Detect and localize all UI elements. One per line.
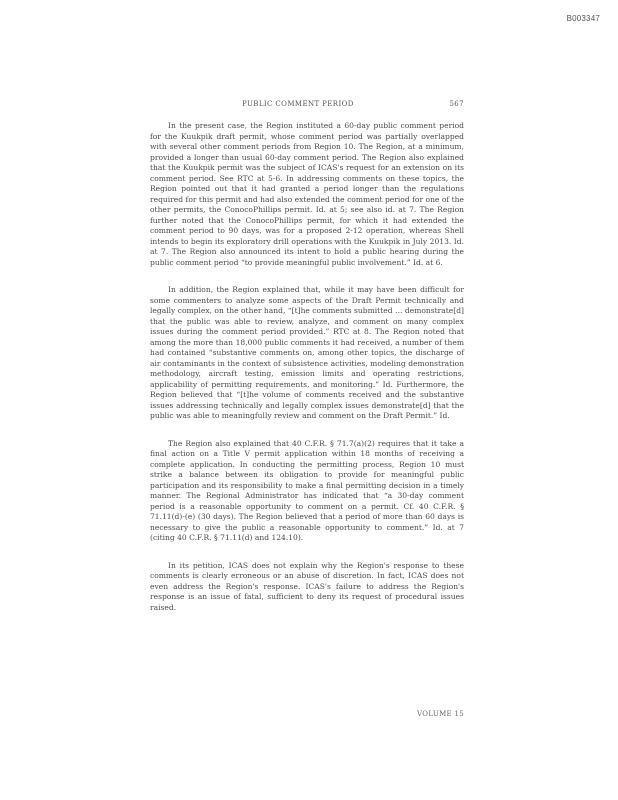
bates-number: B003347	[566, 14, 600, 23]
volume-footer: VOLUME 15	[417, 710, 464, 718]
paragraph-2: In addition, the Region explained that, while it may have been difficult for some commenters to analyze some aspects of the Draft Permit technically and legally complex, on the other hand, “[t]he comments submitted … demonstrate[d] that the public was able to review, analyze, and comment on many complex issues during the comment period provided.” RTC at 8. The Region noted that among the more than 18,000 public comments it had received, a number of them had contained “substantive comments on, among other topics, the discharge of air contaminants in the context of subsistence activities, modeling demonstration methodology, aircraft testing, emission limits and operating restrictions, applicability of permitting requirements, and monitoring.” Id. Furthermore, the Region believed that “[t]he volume of comments received and the substantive issues addressing technically and legally complex issues demonstrate[d] that the public was able to meaningfully review and comment on the Draft Permit.” Id.	[150, 285, 464, 420]
body-text	[150, 121, 464, 613]
page-number: 567	[449, 100, 464, 108]
paragraph-1: In the present case, the Region instituted a 60-day public comment period for the Kuukpik draft permit, whose comment period was partially overlapped with several other comment periods from Region 10. The Region, at a minimum, provided a longer than usual 60-day comment period. The Region also explained that the Kuukpik permit was the subject of ICAS's request for an extension on its comment period. See RTC at 5-6. In addressing comments on these topics, the Region pointed out that it had granted a period longer than the regulations required for this permit and had also extended the comment period for one of the other permits, the ConocoPhillips permit. Id. at 5; see also id. at 7. The Region further noted that the ConocoPhillips permit, for which it had extended the comment period to 90 days, was for a proposed 2-12 operation, whereas Shell intends to begin its exploratory drill operations with the Kuukpik in July 2013. Id. at 7. The Region also announced its intent to hold a public hearing during the public comment period “to provide meaningful public involvement.” Id. at 6.	[150, 121, 464, 267]
paragraph-4: In its petition, ICAS does not explain why the Region's response to these comments is clearly erroneous or an abuse of discretion. In fact, ICAS does not even address the Region's response. ICAS's failure to address the Region's response is an issue of fatal, sufficient to deny its request of procedural issues raised.	[150, 560, 464, 612]
running-head-title: PUBLIC COMMENT PERIOD	[242, 100, 354, 108]
paragraph-3: The Region also explained that 40 C.F.R. § 71.7(a)(2) requires that it take a final action on a Title V permit application within 18 months of receiving a complete application. In conducting the permitting process, Region 10 must strike a balance between its obligation to provide for meaningful public participation and its responsibility to make a final permitting decision in a timely manner. The Regional Administrator has indicated that “a 30-day comment period is a reasonable opportunity to comment on a permit. Cf. 40 C.F.R. § 71.11(d)-(e) (30 days). The Region believed that a period of more than 60 days is necessary to give the public a reasonable opportunity to comment.” Id. at 7 (citing 40 C.F.R. § 71.11(d) and 124.10).	[150, 438, 464, 542]
